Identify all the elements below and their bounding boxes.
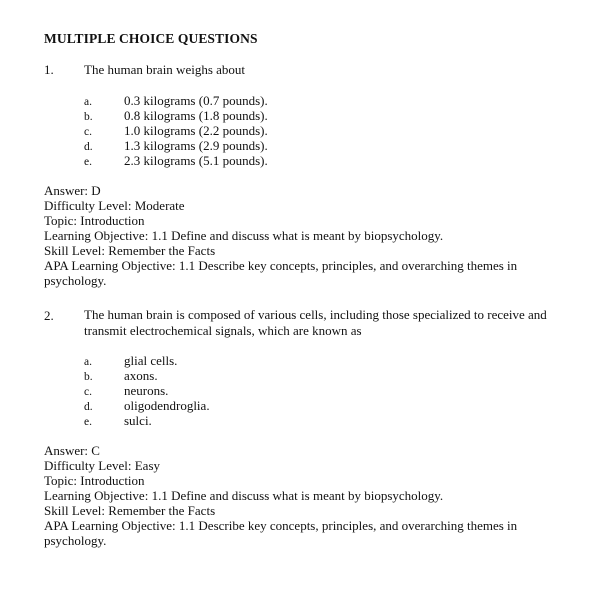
- question-1-number: 1.: [44, 62, 54, 77]
- apa-objective-line: APA Learning Objective: 1.1 Describe key concepts, principles, and overarching themes in psychology.: [44, 518, 518, 548]
- question-1-choices: [84, 93, 268, 168]
- learning-objective-line: Learning Objective: 1.1 Define and discuss what is meant by biopsychology.: [44, 228, 444, 243]
- topic-line: Topic: Introduction: [44, 213, 145, 228]
- choice-letter: e.: [84, 156, 92, 168]
- choice-letter: b.: [84, 371, 93, 383]
- choice-item: [84, 353, 210, 368]
- choice-text: 2.3 kilograms (5.1 pounds).: [124, 153, 268, 168]
- skill-level-line: Skill Level: Remember the Facts: [44, 243, 216, 258]
- choice-item: [84, 138, 268, 153]
- question-2-metadata: [44, 443, 564, 548]
- choice-item: [84, 108, 268, 123]
- difficulty-line: Difficulty Level: Moderate: [44, 198, 185, 213]
- choice-letter: c.: [84, 126, 92, 138]
- choice-text: glial cells.: [124, 353, 178, 368]
- apa-objective-line: APA Learning Objective: 1.1 Describe key concepts, principles, and overarching themes in psychology.: [44, 258, 518, 288]
- choice-item: [84, 413, 210, 428]
- topic-line: Topic: Introduction: [44, 473, 145, 488]
- choice-item: [84, 123, 268, 138]
- choice-letter: b.: [84, 111, 93, 123]
- question-2-number: 2.: [44, 308, 54, 323]
- choice-letter: a.: [84, 356, 92, 368]
- choice-item: [84, 368, 210, 383]
- choice-letter: a.: [84, 96, 92, 108]
- choice-text: axons.: [124, 368, 158, 383]
- skill-level-line: Skill Level: Remember the Facts: [44, 503, 216, 518]
- choice-letter: e.: [84, 416, 92, 428]
- answer-line: Answer: C: [44, 443, 100, 458]
- choice-text: 1.3 kilograms (2.9 pounds).: [124, 138, 268, 153]
- learning-objective-line: Learning Objective: 1.1 Define and discuss what is meant by biopsychology.: [44, 488, 444, 503]
- question-2-text: The human brain is composed of various cells, including those specialized to receive and transmit electrochemical signals, which are known as: [84, 307, 547, 338]
- choice-item: [84, 153, 268, 168]
- question-1-text: The human brain weighs about: [84, 62, 246, 77]
- choice-text: 0.8 kilograms (1.8 pounds).: [124, 108, 268, 123]
- choice-letter: d.: [84, 141, 93, 153]
- question-1-metadata: [44, 183, 564, 288]
- choice-item: [84, 398, 210, 413]
- section-heading: MULTIPLE CHOICE QUESTIONS: [44, 31, 258, 46]
- choice-text: 1.0 kilograms (2.2 pounds).: [124, 123, 268, 138]
- choice-text: sulci.: [124, 413, 152, 428]
- choice-text: 0.3 kilograms (0.7 pounds).: [124, 93, 268, 108]
- answer-line: Answer: D: [44, 183, 101, 198]
- question-2-choices: [84, 353, 210, 428]
- difficulty-line: Difficulty Level: Easy: [44, 458, 161, 473]
- choice-letter: c.: [84, 386, 92, 398]
- choice-item: [84, 383, 210, 398]
- choice-text: neurons.: [124, 383, 169, 398]
- choice-text: oligodendroglia.: [124, 398, 210, 413]
- choice-item: [84, 93, 268, 108]
- choice-letter: d.: [84, 401, 93, 413]
